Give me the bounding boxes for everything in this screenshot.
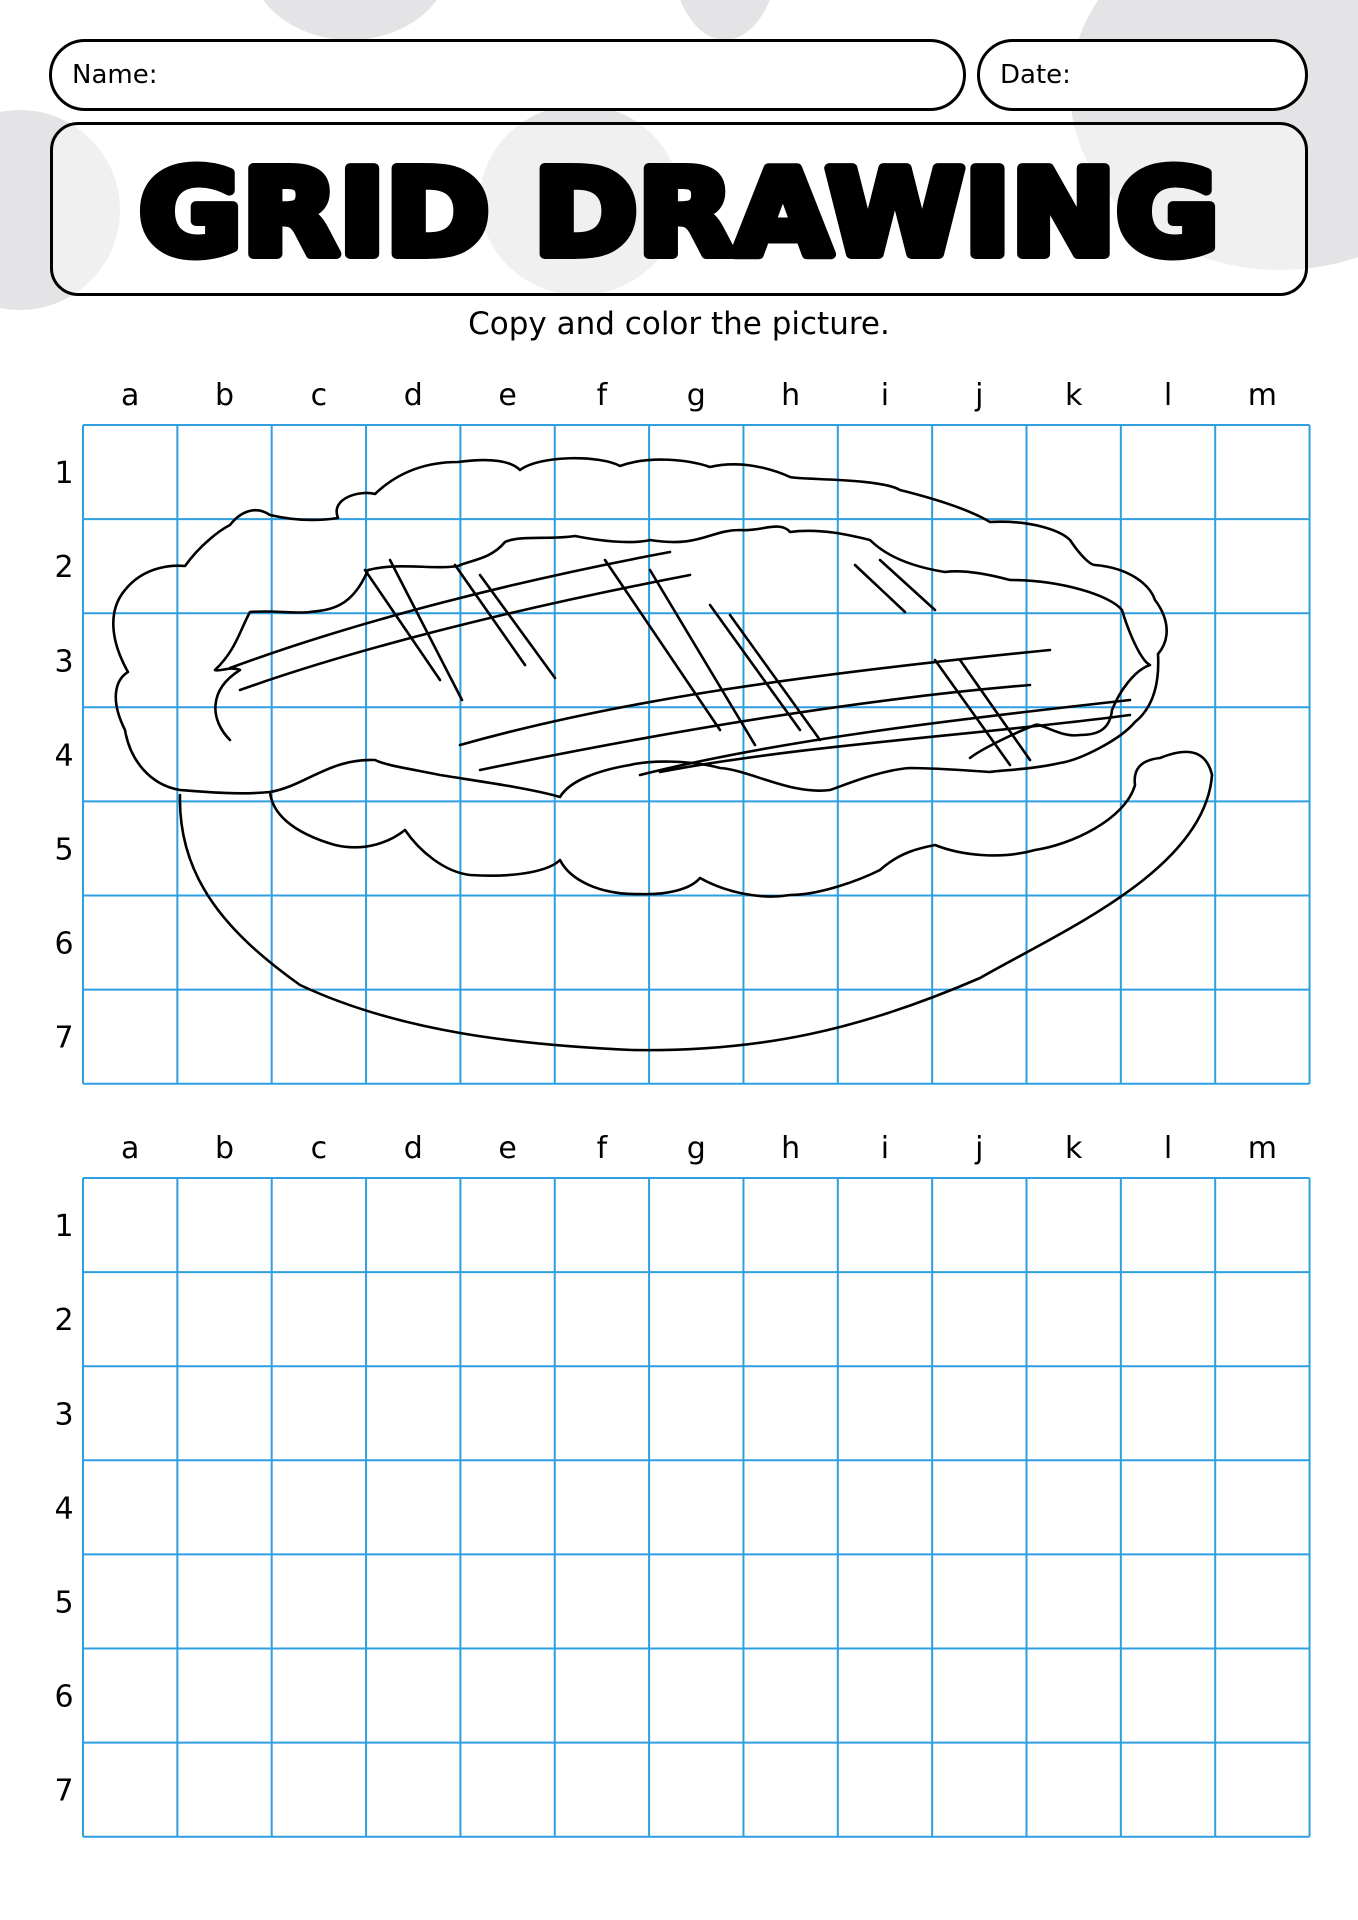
row-label-1: 1 — [54, 456, 74, 492]
background-circle — [250, 0, 450, 40]
background-circle — [670, 0, 780, 40]
row-label-7: 7 — [54, 1773, 74, 1809]
column-label-h: h — [781, 1131, 801, 1166]
grid-lines — [83, 425, 1310, 1084]
row-label-6: 6 — [54, 1679, 74, 1715]
row-label-3: 3 — [54, 1397, 74, 1433]
column-label-j: j — [975, 1131, 984, 1166]
column-label-d: d — [403, 1131, 423, 1166]
row-labels — [54, 1209, 73, 1809]
column-label-f: f — [596, 1131, 608, 1166]
column-label-m: m — [1247, 1131, 1277, 1166]
page-title-text: GRID DRAWING — [139, 144, 1219, 282]
column-label-c: c — [310, 378, 328, 413]
column-label-l: l — [1163, 378, 1173, 413]
column-label-i: i — [880, 378, 890, 413]
column-label-j: j — [975, 378, 984, 413]
row-label-3: 3 — [54, 644, 74, 680]
row-label-2: 2 — [54, 1303, 74, 1339]
column-label-k: k — [1064, 378, 1083, 413]
row-label-7: 7 — [54, 1020, 74, 1056]
column-label-i: i — [880, 1131, 890, 1166]
instruction-text: Copy and color the picture. — [468, 306, 890, 342]
column-label-b: b — [215, 378, 235, 413]
column-labels — [121, 378, 1277, 413]
column-label-m: m — [1247, 378, 1277, 413]
reference-grid — [0, 360, 1358, 1090]
pie-drawing — [113, 458, 1212, 1050]
row-labels — [54, 456, 73, 1056]
row-label-4: 4 — [54, 1491, 74, 1527]
name-label: Name: — [72, 60, 158, 90]
practice-grid — [0, 1110, 1358, 1860]
column-label-a: a — [120, 378, 140, 413]
row-label-5: 5 — [54, 1585, 74, 1621]
column-label-g: g — [686, 1131, 706, 1166]
page-title — [50, 122, 1308, 296]
row-label-2: 2 — [54, 550, 74, 586]
row-label-1: 1 — [54, 1209, 74, 1245]
name-field[interactable] — [49, 39, 966, 111]
date-label: Date: — [1000, 60, 1071, 90]
column-label-b: b — [215, 1131, 235, 1166]
column-label-a: a — [120, 1131, 140, 1166]
column-label-f: f — [596, 378, 608, 413]
row-label-5: 5 — [54, 832, 74, 868]
column-label-l: l — [1163, 1131, 1173, 1166]
column-label-k: k — [1064, 1131, 1083, 1166]
column-label-g: g — [686, 378, 706, 413]
row-label-6: 6 — [54, 926, 74, 962]
date-field[interactable] — [977, 39, 1308, 111]
column-label-e: e — [498, 1131, 517, 1166]
column-labels — [121, 1131, 1277, 1166]
column-label-e: e — [498, 378, 517, 413]
column-label-c: c — [310, 1131, 328, 1166]
grid-lines — [83, 1178, 1310, 1837]
row-label-4: 4 — [54, 738, 74, 774]
column-label-d: d — [403, 378, 423, 413]
column-label-h: h — [781, 378, 801, 413]
